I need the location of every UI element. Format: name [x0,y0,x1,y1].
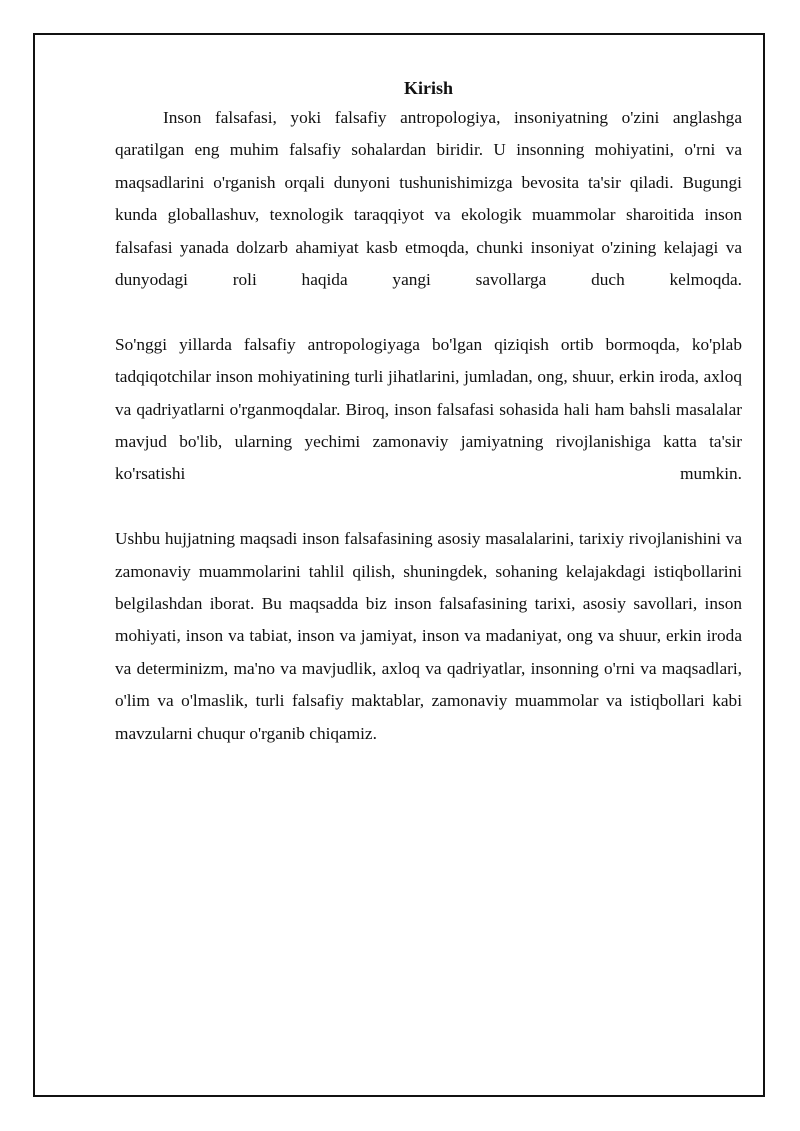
document-title: Kirish [403,78,453,98]
paragraph-purpose: Ushbu hujjatning maqsadi inson falsafasining asosiy masalalarini, tarixiy rivojlanishini va zamonaviy muammolarini tahlil qilish, shuningdek, sohaning kelajakdagi istiqbollarini belgilashdan iborat. Bu maqsadda biz inson falsafasining tarixi, asosiy savollari, inson mohiyati, inson va tabiat, inson va jamiyat, inson va madaniyat, ong va shuur, erkin iroda va determinizm, ma'no va mavjudlik, axloq va qadriyatlar, insonning o'rni va maqsadlari, o'lim va o'lmaslik, turli falsafiy maktablar, zamonaviy muammolar va istiqbollari kabi mavzularni chuqur o'rganib chiqamiz. [115,529,742,743]
document-body [115,76,742,750]
paragraph-research-interest: So'nggi yillarda falsafiy antropologiyaga bo'lgan qiziqish ortib bormoqda, ko'plab tadqiqotchilar inson mohiyatining turli jihatlarini, jumladan, ong, shuur, erkin iroda, axloq va qadriyatlarni o'rganmoqdalar. Biroq, inson falsafasi sohasida hali ham bahsli masalalar mavjud bo'lib, ularning yechimi zamonaviy jamiyatning rivojlanishiga katta ta'sir ko'rsatishi mumkin. [115,334,742,484]
paragraph-intro: Inson falsafasi, yoki falsafiy antropologiya, insoniyatning o'zini anglashga qaratilgan eng muhim falsafiy sohalardan biridir. U insonning mohiyatini, o'rni va maqsadlarini o'rganish orqali dunyoni tushunishimizga bevosita ta'sir qiladi. Bugungi kunda globallashuv, texnologik taraqqiyot va ekologik muammolar sharoitida inson falsafasi yanada dolzarb ahamiyat kasb etmoqda, chunki insoniyat o'zining kelajagi va dunyodagi roli haqida yangi savollarga duch kelmoqda. [115,108,742,290]
